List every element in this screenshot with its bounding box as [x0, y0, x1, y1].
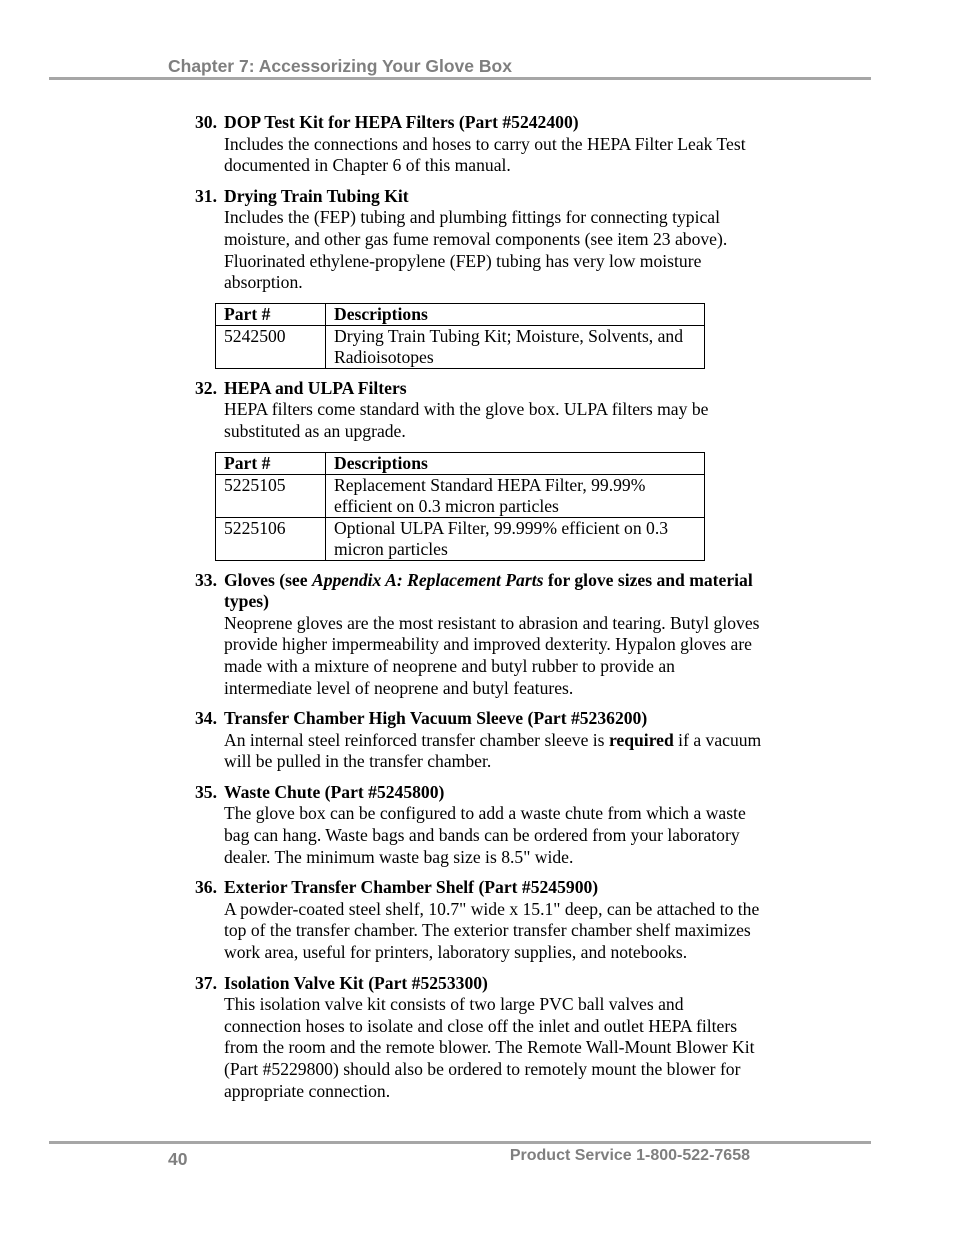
table-row — [216, 325, 705, 368]
part-number-cell: 5225106 — [216, 517, 326, 560]
item-description: A powder-coated steel shelf, 10.7" wide x 15.1" deep, can be attached to the top of the transfer chamber. The exterior transfer chamber shelf maximizes work area, useful for printers, laboratory supplies, and notebooks. — [224, 898, 760, 963]
part-number-cell: 5242500 — [216, 325, 326, 368]
emphasis-text: required — [608, 729, 674, 750]
item-title: DOP Test Kit for HEPA Filters (Part #5242400) — [224, 112, 579, 132]
item-description: HEPA filters come standard with the glove box. ULPA filters may be substituted as an upgrade. — [224, 399, 709, 441]
body-text: if a vacuum will be pulled in the transfer chamber. — [224, 729, 762, 772]
header-rule — [49, 77, 871, 80]
description-cell: Drying Train Tubing Kit; Moisture, Solvents, and Radioisotopes — [326, 325, 705, 368]
item-number: 35. — [195, 781, 217, 802]
parts-table — [215, 303, 705, 369]
document-body — [195, 112, 765, 1111]
column-header: Part # — [216, 452, 326, 474]
column-header: Descriptions — [326, 303, 705, 325]
appendix-reference: Appendix A: Replacement Parts — [311, 569, 544, 590]
item-number: 37. — [195, 972, 217, 993]
part-number-cell: 5225105 — [216, 474, 326, 517]
table-header-row — [216, 303, 705, 325]
item-title — [224, 570, 765, 613]
item-description: The glove box can be configured to add a waste chute from which a waste bag can hang. Waste bags and bands can be ordered from your laboratory dealer. The minimum waste bag size is 8.5" wide. — [224, 803, 746, 867]
item-number: 34. — [195, 708, 217, 729]
item-description: Includes the connections and hoses to carry out the HEPA Filter Leak Test documented in Chapter 6 of this manual. — [224, 133, 746, 176]
item-number: 33. — [195, 569, 217, 590]
parts-table — [215, 452, 705, 561]
footer-rule — [49, 1141, 871, 1144]
item-34 — [195, 708, 765, 773]
item-number: 31. — [195, 185, 217, 206]
title-text: for glove sizes and material types) — [224, 569, 753, 612]
item-number: 36. — [195, 877, 217, 898]
item-title: Drying Train Tubing Kit — [224, 185, 409, 206]
table-row — [216, 517, 705, 560]
item-title: Waste Chute (Part #5245800) — [224, 781, 445, 802]
item-title: Isolation Valve Kit (Part #5253300) — [224, 972, 488, 993]
page-number: 40 — [168, 1149, 188, 1169]
item-number: 30. — [195, 112, 217, 132]
item-30 — [195, 112, 765, 177]
product-service-phone: Product Service 1-800-522-7658 — [509, 1147, 750, 1164]
column-header: Part # — [216, 303, 326, 325]
item-number: 32. — [195, 377, 217, 398]
item-title: Exterior Transfer Chamber Shelf (Part #5245900) — [224, 877, 599, 898]
item-description: This isolation valve kit consists of two large PVC ball valves and connection hoses to isolate and close off the inlet and outlet HEPA filters from the room and the remote blower. The Remote Wall-Mount Blower Kit (Part #5229800) should also be ordered to remotely mount the blower for appropriate connection. — [224, 994, 755, 1101]
item-37 — [195, 973, 765, 1103]
item-36 — [195, 877, 765, 963]
item-description: Neoprene gloves are the most resistant to abrasion and tearing. Butyl gloves provide higher impermeability and improved dexterity. Hypalon gloves are made with a mixture of neoprene and butyl rubber to provide an intermediate level of neoprene and butyl features. — [224, 612, 760, 698]
item-title: Transfer Chamber High Vacuum Sleeve (Part #5236200) — [224, 708, 648, 729]
description-cell: Replacement Standard HEPA Filter, 99.99% efficient on 0.3 micron particles — [326, 474, 705, 517]
item-35 — [195, 782, 765, 868]
table-header-row — [216, 452, 705, 474]
item-31 — [195, 186, 765, 369]
item-33 — [195, 570, 765, 700]
chapter-header: Chapter 7: Accessorizing Your Glove Box — [168, 56, 512, 76]
column-header: Descriptions — [326, 452, 705, 474]
item-description: Includes the (FEP) tubing and plumbing fittings for connecting typical moisture, and other gas fume removal components (see item 23 above). Fluorinated ethylene-propylene (FEP) tubing has very low moisture absorption. — [224, 207, 728, 293]
body-text: An internal steel reinforced transfer chamber sleeve is — [224, 729, 609, 750]
item-title: HEPA and ULPA Filters — [224, 377, 407, 398]
item-32 — [195, 378, 765, 561]
title-text: Gloves (see — [224, 569, 312, 590]
table-row — [216, 474, 705, 517]
item-description — [195, 730, 765, 773]
description-cell: Optional ULPA Filter, 99.999% efficient on 0.3 micron particles — [326, 517, 705, 560]
